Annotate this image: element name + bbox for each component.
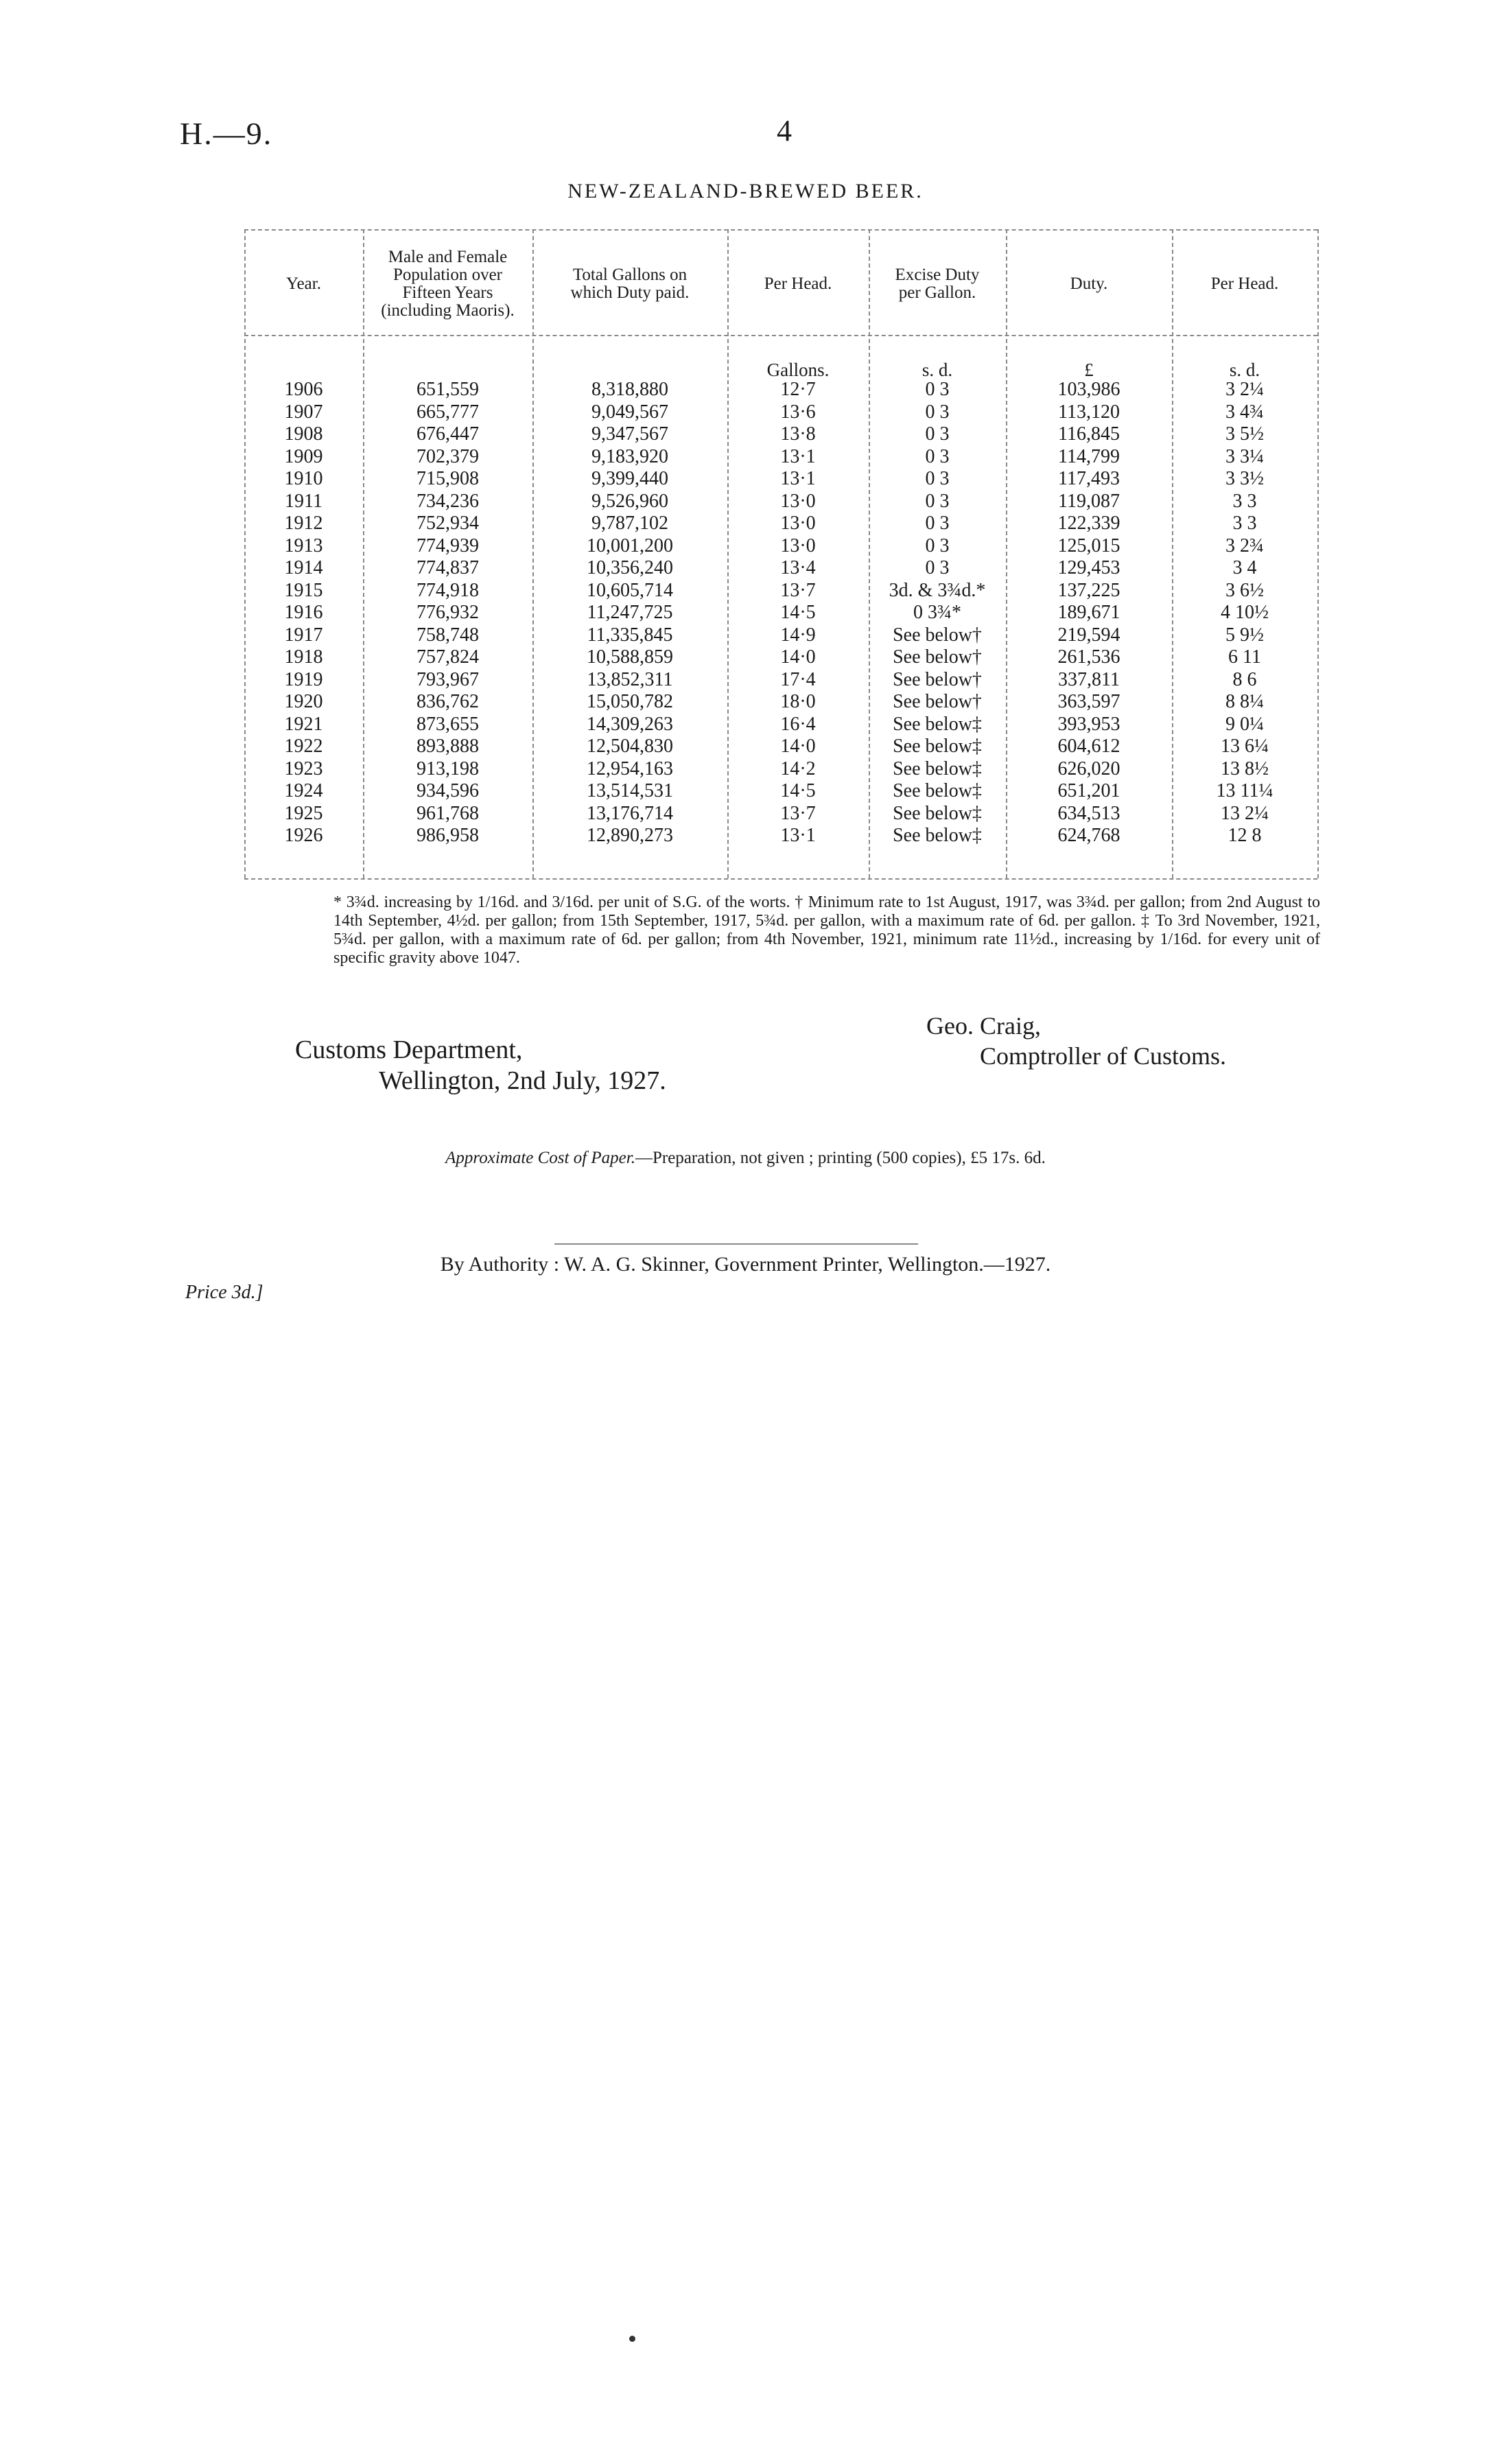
cell-duty: 634,513	[1057, 802, 1120, 824]
table-row	[244, 758, 1317, 781]
cell-population: 665,777	[416, 401, 479, 423]
cell-population: 774,939	[416, 535, 479, 556]
cell-duty-per-head: 13 6¼	[1221, 736, 1269, 757]
department-date: Wellington, 2nd July, 1927.	[379, 1066, 666, 1095]
cell-excise-duty: 0 3	[925, 535, 950, 556]
cell-population: 734,236	[416, 490, 479, 512]
cell-gallons-per-head: 14·2	[780, 758, 816, 779]
cell-total-gallons: 9,787,102	[591, 513, 668, 534]
cell-gallons-per-head: 13·1	[780, 445, 816, 467]
cell-gallons-per-head: 14·5	[780, 602, 816, 623]
cell-population: 986,958	[416, 825, 479, 846]
cell-duty-per-head: 3 4¾	[1225, 401, 1264, 423]
cell-duty: 651,201	[1057, 780, 1120, 801]
cell-year: 1919	[284, 668, 323, 690]
table-row	[244, 646, 1317, 669]
divider-rule	[554, 1243, 918, 1245]
col-header-gallons-per-head: Per Head.	[764, 274, 832, 293]
cell-duty: 117,493	[1058, 468, 1120, 489]
table-row	[244, 691, 1317, 714]
cell-duty-per-head: 8 6	[1232, 668, 1257, 690]
cell-total-gallons: 10,605,714	[587, 579, 673, 601]
cell-duty: 119,087	[1058, 490, 1120, 512]
table-row	[244, 513, 1317, 535]
cell-gallons-per-head: 14·5	[780, 780, 816, 801]
cell-excise-duty: 0 3¾*	[913, 602, 961, 623]
cell-duty-per-head: 3 3	[1232, 490, 1257, 512]
cell-duty-per-head: 3 3¼	[1225, 445, 1264, 467]
col-header-excise-duty: Excise Duty per Gallon.	[895, 266, 980, 302]
cell-gallons-per-head: 18·0	[780, 691, 816, 712]
unit-shillings-pence: s. d.	[921, 360, 953, 380]
cell-duty: 137,225	[1057, 579, 1120, 601]
cell-year: 1924	[284, 780, 323, 801]
cell-year: 1922	[284, 736, 323, 757]
document-reference: H.—9.	[180, 116, 273, 151]
cell-total-gallons: 10,356,240	[587, 557, 673, 578]
cell-gallons-per-head: 13·0	[780, 535, 816, 556]
cell-population: 702,379	[416, 445, 479, 467]
cell-population: 776,932	[416, 602, 479, 623]
cell-total-gallons: 11,335,845	[587, 624, 673, 646]
col-header-duty: Duty.	[1070, 274, 1108, 293]
cell-duty-per-head: 3 4	[1232, 557, 1257, 578]
cell-excise-duty: See below†	[893, 646, 982, 668]
cell-duty: 261,536	[1057, 646, 1120, 668]
cell-total-gallons: 12,954,163	[587, 758, 673, 779]
cell-population: 913,198	[416, 758, 479, 779]
table-row	[244, 714, 1317, 736]
cell-year: 1915	[284, 579, 323, 601]
cell-excise-duty: 3d. & 3¾d.*	[889, 579, 986, 601]
cell-population: 757,824	[416, 646, 479, 668]
cell-total-gallons: 9,183,920	[591, 445, 668, 467]
cell-excise-duty: 0 3	[925, 513, 950, 534]
cell-duty: 114,799	[1058, 445, 1120, 467]
cell-year: 1916	[284, 602, 323, 623]
cell-duty: 116,845	[1058, 423, 1120, 445]
cell-total-gallons: 9,049,567	[591, 401, 668, 423]
col-header-year: Year.	[286, 274, 321, 293]
cell-duty-per-head: 4 10½	[1221, 602, 1269, 623]
cell-duty: 113,120	[1058, 401, 1120, 423]
cost-label: Approximate Cost of Paper.	[445, 1149, 635, 1167]
table-row	[244, 580, 1317, 602]
cell-duty: 125,015	[1057, 535, 1120, 556]
cell-excise-duty: See below†	[893, 691, 982, 712]
cell-population: 836,762	[416, 691, 479, 712]
cell-population: 676,447	[416, 423, 479, 445]
cell-excise-duty: 0 3	[925, 401, 950, 423]
cell-gallons-per-head: 13·4	[780, 557, 816, 578]
cell-population: 934,596	[416, 780, 479, 801]
cell-year: 1921	[284, 713, 323, 735]
cell-gallons-per-head: 14·9	[780, 624, 816, 646]
cost-text: —Preparation, not given ; printing (500 copies), £5 17s. 6d.	[635, 1149, 1046, 1167]
table-title: NEW-ZEALAND-BREWED BEER.	[567, 180, 924, 202]
cell-year: 1907	[284, 401, 323, 423]
cell-excise-duty: See below‡	[893, 802, 982, 824]
print-speck	[629, 2336, 635, 2342]
cell-gallons-per-head: 13·0	[780, 513, 816, 534]
cell-total-gallons: 11,247,725	[587, 602, 673, 623]
cell-duty: 604,612	[1057, 736, 1120, 757]
cell-duty: 626,020	[1057, 758, 1120, 779]
cell-gallons-per-head: 13·7	[780, 579, 816, 601]
cell-duty-per-head: 12 8	[1228, 825, 1262, 846]
table-body	[244, 379, 1317, 847]
unit-gallons: Gallons.	[766, 360, 830, 380]
table-row	[244, 803, 1317, 825]
cell-population: 893,888	[416, 736, 479, 757]
cell-excise-duty: See below‡	[893, 825, 982, 846]
cell-total-gallons: 9,347,567	[591, 423, 668, 445]
cell-gallons-per-head: 13·8	[780, 423, 816, 445]
cell-duty-per-head: 9 0¼	[1225, 713, 1264, 735]
cell-excise-duty: 0 3	[925, 423, 950, 445]
cell-gallons-per-head: 12·7	[780, 379, 816, 400]
cell-excise-duty: See below‡	[893, 758, 982, 779]
table-row	[244, 624, 1317, 647]
cell-duty-per-head: 3 3	[1232, 513, 1257, 534]
department-name: Customs Department,	[295, 1035, 523, 1064]
cell-year: 1912	[284, 513, 323, 534]
table-row	[244, 825, 1317, 847]
cell-excise-duty: 0 3	[925, 557, 950, 578]
cell-year: 1909	[284, 445, 323, 467]
table-row	[244, 468, 1317, 491]
col-header-population: Male and Female Population over Fifteen Years (including Maoris).	[381, 248, 515, 320]
cell-gallons-per-head: 14·0	[780, 646, 816, 668]
cell-duty: 337,811	[1058, 668, 1120, 690]
cell-excise-duty: See below†	[893, 624, 982, 646]
cell-population: 651,559	[416, 379, 479, 400]
cell-total-gallons: 13,514,531	[587, 780, 673, 801]
cell-year: 1920	[284, 691, 323, 712]
cell-population: 752,934	[416, 513, 479, 534]
page-number: 4	[777, 114, 792, 148]
table-row	[244, 557, 1317, 580]
paper-cost-note	[0, 1149, 1491, 1168]
cell-total-gallons: 10,588,859	[587, 646, 673, 668]
cell-duty-per-head: 13 2¼	[1221, 802, 1269, 824]
table-row	[244, 491, 1317, 513]
cell-total-gallons: 9,526,960	[591, 490, 668, 512]
cell-total-gallons: 15,050,782	[587, 691, 673, 712]
cell-duty: 219,594	[1057, 624, 1120, 646]
cell-duty-per-head: 3 2¼	[1225, 379, 1264, 400]
cell-gallons-per-head: 13·1	[780, 468, 816, 489]
cell-year: 1918	[284, 646, 323, 668]
col-header-total-gallons: Total Gallons on which Duty paid.	[570, 266, 690, 302]
table-row	[244, 669, 1317, 692]
cell-duty: 189,671	[1057, 602, 1120, 623]
beer-statistics-table	[244, 229, 1317, 878]
cell-excise-duty: 0 3	[925, 379, 950, 400]
col-header-duty-per-head: Per Head.	[1210, 274, 1279, 293]
cell-excise-duty: See below‡	[893, 736, 982, 757]
cell-duty-per-head: 13 8½	[1221, 758, 1269, 779]
cell-year: 1911	[285, 490, 322, 512]
cell-year: 1926	[284, 825, 323, 846]
cell-duty-per-head: 8 8¼	[1225, 691, 1264, 712]
table-row	[244, 736, 1317, 758]
cell-total-gallons: 8,318,880	[591, 379, 668, 400]
cell-gallons-per-head: 13·7	[780, 802, 816, 824]
cell-total-gallons: 13,176,714	[587, 802, 673, 824]
cell-duty-per-head: 3 2¾	[1225, 535, 1264, 556]
cell-duty: 122,339	[1057, 513, 1120, 534]
signatory-name: Geo. Craig,	[926, 1012, 1041, 1040]
cell-duty: 393,953	[1057, 713, 1120, 735]
cell-year: 1908	[284, 423, 323, 445]
cell-population: 774,918	[416, 579, 479, 601]
cell-duty: 129,453	[1057, 557, 1120, 578]
printer-authority: By Authority : W. A. G. Skinner, Government Printer, Wellington.—1927.	[440, 1253, 1051, 1276]
cell-year: 1914	[284, 557, 323, 578]
cell-total-gallons: 13,852,311	[587, 668, 673, 690]
unit-pounds: £	[1084, 360, 1094, 380]
cell-duty-per-head: 13 11¼	[1216, 780, 1273, 801]
signatory-title: Comptroller of Customs.	[980, 1042, 1226, 1070]
cell-duty-per-head: 6 11	[1228, 646, 1261, 668]
cell-duty-per-head: 5 9½	[1225, 624, 1264, 646]
cell-year: 1913	[284, 535, 323, 556]
cell-population: 758,748	[416, 624, 479, 646]
table-row	[244, 379, 1317, 401]
cell-duty: 103,986	[1057, 379, 1120, 400]
cell-year: 1923	[284, 758, 323, 779]
cell-total-gallons: 10,001,200	[587, 535, 673, 556]
cell-excise-duty: 0 3	[925, 490, 950, 512]
cell-duty: 363,597	[1057, 691, 1120, 712]
cell-total-gallons: 12,890,273	[587, 825, 673, 846]
cell-total-gallons: 12,504,830	[587, 736, 673, 757]
footnotes: * 3¾d. increasing by 1/16d. and 3/16d. per unit of S.G. of the worts. † Minimum rate to 1st August, 1917, was 3¾d. per gallon; from 2nd August to 14th September, 4½d. per gallon; from 15th September, 1917, 5¾d. per gallon, with a maximum rate of 6d. per gallon. ‡ To 3rd November, 1921, 5¾d. per gallon, with a maximum rate of 6d. per gallon; from 4th November, 1921, minimum rate 11½d., increasing by 1/16d. for every unit of specific gravity above 1047.	[333, 893, 1320, 967]
cell-total-gallons: 9,399,440	[591, 468, 668, 489]
cell-duty: 624,768	[1057, 825, 1120, 846]
table-row	[244, 446, 1317, 469]
cell-gallons-per-head: 13·6	[780, 401, 816, 423]
cell-excise-duty: See below‡	[893, 713, 982, 735]
price-label: Price 3d.]	[185, 1282, 263, 1303]
table-row	[244, 535, 1317, 558]
table-row	[244, 423, 1317, 446]
cell-year: 1906	[284, 379, 323, 400]
cell-gallons-per-head: 16·4	[780, 713, 816, 735]
table-row	[244, 602, 1317, 624]
cell-population: 961,768	[416, 802, 479, 824]
cell-gallons-per-head: 17·4	[780, 668, 816, 690]
cell-total-gallons: 14,309,263	[587, 713, 673, 735]
table-row	[244, 401, 1317, 424]
unit-shillings-pence-per-head: s. d.	[1229, 360, 1260, 380]
cell-excise-duty: See below‡	[893, 780, 982, 801]
cell-year: 1925	[284, 802, 323, 824]
cell-population: 774,837	[416, 557, 479, 578]
table-row	[244, 780, 1317, 803]
cell-year: 1917	[284, 624, 323, 646]
cell-duty-per-head: 3 5½	[1225, 423, 1264, 445]
cell-duty-per-head: 3 3½	[1225, 468, 1264, 489]
cell-gallons-per-head: 14·0	[780, 736, 816, 757]
cell-duty-per-head: 3 6½	[1225, 579, 1264, 601]
cell-population: 715,908	[416, 468, 479, 489]
cell-excise-duty: 0 3	[925, 445, 950, 467]
cell-gallons-per-head: 13·0	[780, 490, 816, 512]
cell-population: 873,655	[416, 713, 479, 735]
cell-population: 793,967	[416, 668, 479, 690]
cell-year: 1910	[284, 468, 323, 489]
cell-excise-duty: See below†	[893, 668, 982, 690]
cell-gallons-per-head: 13·1	[780, 825, 816, 846]
cell-excise-duty: 0 3	[925, 468, 950, 489]
